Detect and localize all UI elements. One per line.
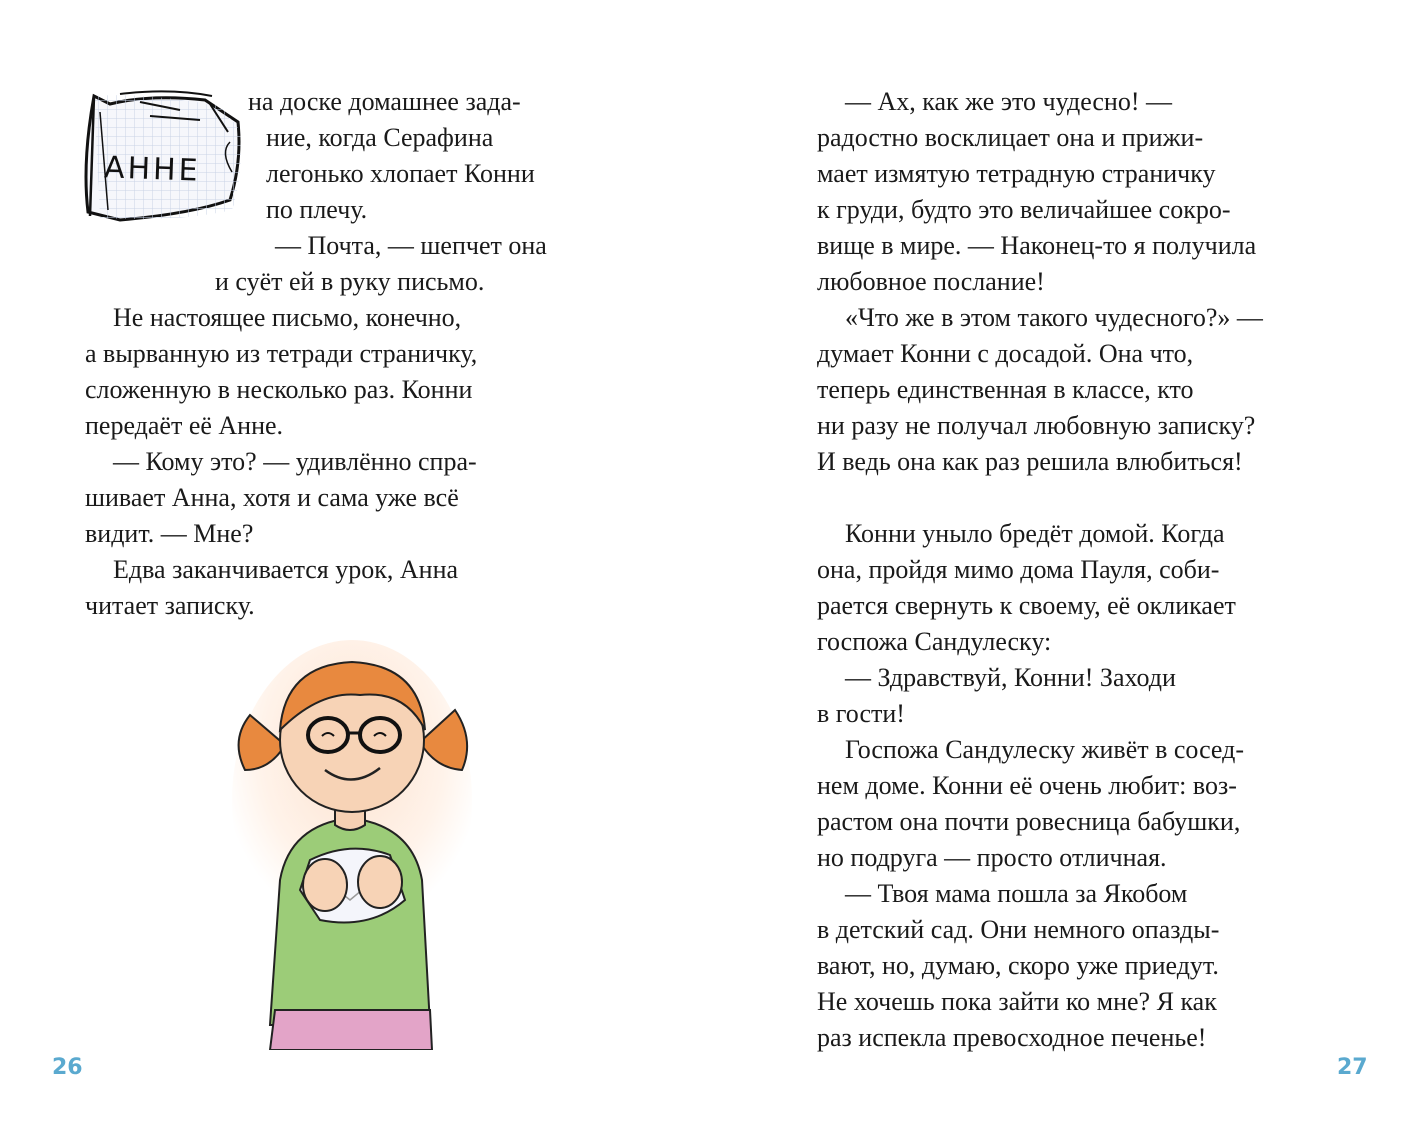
text-line: раз испекла превосходное печенье! [817, 1023, 1207, 1052]
text-line: «Что же в этом такого чудесного?» — [845, 303, 1263, 332]
text-line: — Почта, — шепчет она [275, 231, 547, 260]
text-line: — Твоя мама пошла за Якобом [845, 879, 1188, 908]
note-label: АННЕ [103, 150, 202, 189]
text-line: И ведь она как раз решила влюбиться! [817, 447, 1243, 476]
text-line: вают, но, думаю, скоро уже приедут. [817, 951, 1219, 980]
text-line: вище в мире. — Наконец-то я получила [817, 231, 1257, 260]
page-number: 27 [1337, 1055, 1368, 1080]
text-line: в детский сад. Они немного опазды- [817, 915, 1220, 944]
right-page [705, 0, 1410, 1128]
page-number: 26 [52, 1055, 83, 1080]
text-line: — Кому это? — удивлённо спра- [113, 447, 477, 476]
text-line: радостно восклицает она и прижи- [817, 123, 1204, 152]
text-line: но подруга — просто отличная. [817, 843, 1167, 872]
text-line: рается свернуть к своему, её окликает [817, 591, 1236, 620]
text-line: а вырванную из тетради страничку, [85, 339, 478, 368]
text-line: на доске домашнее зада- [248, 87, 521, 116]
text-line: шивает Анна, хотя и сама уже всё [85, 483, 459, 512]
text-line: теперь единственная в классе, кто [817, 375, 1194, 404]
text-line: она, пройдя мимо дома Пауля, соби- [817, 555, 1220, 584]
text-line: госпожа Сандулеску: [817, 627, 1052, 656]
text-line: нем доме. Конни её очень любит: воз- [817, 771, 1237, 800]
text-line: в гости! [817, 699, 905, 728]
text-line: к груди, будто это величайшее сокро- [817, 195, 1231, 224]
text-line: — Ах, как же это чудесно! — [845, 87, 1172, 116]
text-line: по плечу. [266, 195, 368, 224]
text-line: — Здравствуй, Конни! Заходи [845, 663, 1176, 692]
text-line: Едва заканчивается урок, Анна [113, 555, 459, 584]
text-line: и суёт ей в руку письмо. [215, 267, 485, 296]
text-line: Не хочешь пока зайти ко мне? Я как [817, 987, 1217, 1016]
text-line: видит. — Мне? [85, 519, 254, 548]
text-line: ни разу не получал любовную записку? [817, 411, 1256, 440]
text-line: сложенную в несколько раз. Конни [85, 375, 473, 404]
text-line: мает измятую тетрадную страничку [817, 159, 1216, 188]
text-line: передаёт её Анне. [85, 411, 284, 440]
text-line: ние, когда Серафина [266, 123, 494, 152]
text-line: думает Конни с досадой. Она что, [817, 339, 1194, 368]
text-line: любовное послание! [817, 267, 1045, 296]
text-line: Госпожа Сандулеску живёт в сосед- [845, 735, 1245, 764]
text-line: читает записку. [85, 591, 255, 620]
text-line: Не настоящее письмо, конечно, [113, 303, 462, 332]
text-line: растом она почти ровесница бабушки, [817, 807, 1241, 836]
girl-with-note-illustration [230, 630, 475, 1050]
text-line: Конни уныло бредёт домой. Когда [845, 519, 1225, 548]
text-line: легонько хлопает Конни [266, 159, 535, 188]
